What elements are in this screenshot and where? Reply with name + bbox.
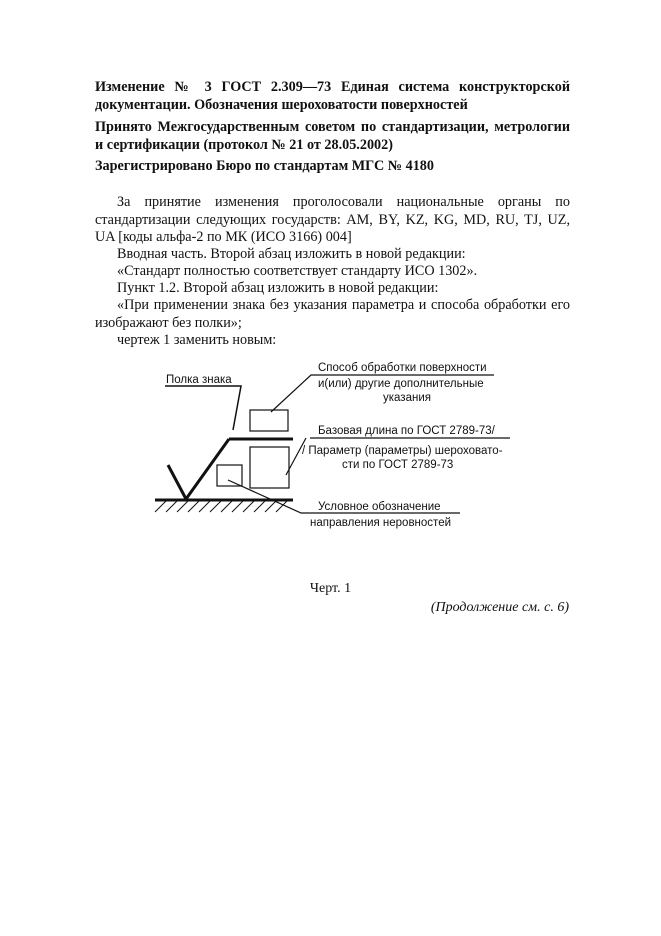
replace-note: чертеж 1 заменить новым:	[117, 332, 277, 348]
label-method-1: Способ обработки поверхности	[318, 362, 487, 374]
continued-note: (Продолжение см. с. 6)	[430, 600, 569, 615]
label-param-2: сти по ГОСТ 2789-73	[342, 459, 454, 471]
parameter-box	[250, 447, 289, 488]
amendment-title: Изменение № 3 ГОСТ 2.309—73 Единая система конструкторской документации. Обозначения шероховатости поверхностей	[95, 79, 570, 113]
label-base: Базовая длина по ГОСТ 2789-73/	[318, 425, 495, 437]
intro-paragraph: Вводная часть. Второй абзац изложить в новой редакции:	[117, 246, 466, 262]
label-direction-1: Условное обозначение	[318, 501, 441, 513]
voting-paragraph: За принятие изменения проголосовали национальные органы по стандартизации следующих государств: AM, BY, KZ, KG, MD, RU, TJ, UZ, UA [коды альфа-2 по МК (ИСО 3166) 004]	[95, 194, 570, 245]
method-box	[250, 410, 288, 431]
label-shelf: Полка знака	[166, 374, 232, 386]
label-param-1: / Параметр (параметры) шероховато-	[302, 445, 503, 457]
label-method-3: указания	[383, 392, 431, 404]
intro-quote: «Стандарт полностью соответствует стандарту ИСО 1302».	[117, 263, 478, 279]
direction-box	[217, 465, 242, 486]
label-method-2: и(или) другие дополнительные	[318, 378, 484, 390]
label-direction-2: направления неровностей	[310, 517, 452, 529]
adoption-note: Принято Межгосударственным советом по стандартизации, метрологии и сертификации (протокол № 21 от 28.05.2002)	[95, 119, 570, 153]
roughness-sign-check	[168, 439, 229, 499]
surface-hatching	[155, 500, 288, 512]
item-paragraph: Пункт 1.2. Второй абзац изложить в новой редакции:	[117, 280, 439, 296]
registration-note: Зарегистрировано Бюро по стандартам МГС № 4180	[95, 158, 434, 174]
item-quote: «При применении знака без указания параметра и способа обработки его изображают без полки»;	[95, 297, 570, 331]
shelf-leader	[165, 386, 241, 430]
figure-caption: Черт. 1	[309, 581, 352, 596]
